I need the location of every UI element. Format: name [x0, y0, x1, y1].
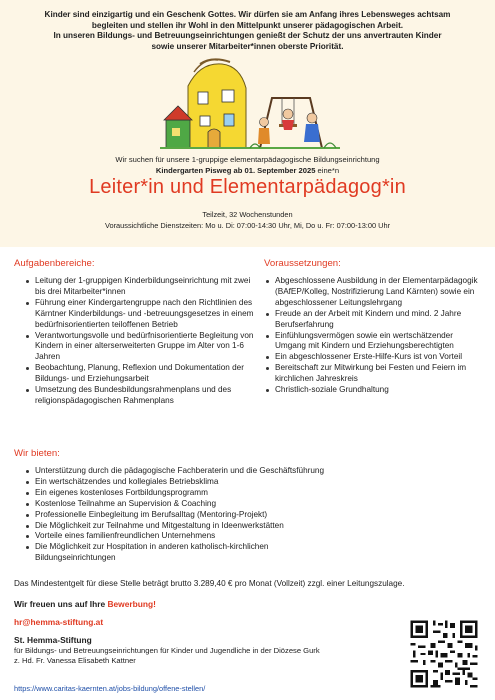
- list-item: Bereitschaft zur Mitwirkung bei Festen und Feiern im kirchlichen Jahreskreis: [264, 363, 486, 385]
- list-item: Christlich-soziale Grundhaltung: [264, 385, 486, 396]
- list-item: Unterstützung durch die pädagogische Fachberaterin und die Geschäftsführung: [24, 466, 484, 477]
- tasks-heading: Aufgabenbereiche:: [14, 258, 95, 269]
- list-item: Beobachtung, Planung, Reflexion und Dokumentation der Bildungs- und Erziehungsarbeit: [24, 363, 256, 385]
- working-times: Voraussichtliche Dienstzeiten: Mo u. Di: 07:00-14:30 Uhr, Mi, Do u. Fr: 07:00-13:00 Uhr: [104, 221, 391, 230]
- list-item: Umsetzung des Bundesbildungsrahmenplans und des religionspädagogischen Rahmenplans: [24, 385, 256, 407]
- tasks-list: [24, 276, 256, 407]
- offer-heading: Wir bieten:: [14, 448, 60, 459]
- intro-text: Kinder sind einzigartig und ein Geschenk Gottes. Wir dürfen sie am Anfang ihres Lebensweges achtsam begleiten und stellen ihr Wohl in den Mittelpunkt unserer pädagogischen Arbeit. In unseren Bildungs- und Betreuungseinrichtungen genießt der Schutz der uns anvertrauten Kinder sowie unserer Mitarbeiter*innen oberste Priorität.: [44, 10, 451, 51]
- organization-name: St. Hemma-Stiftung: [14, 635, 92, 645]
- list-item: Ein abgeschlossener Erste-Hilfe-Kurs ist von Vorteil: [264, 352, 486, 363]
- position-intro: Wir suchen für unsere 1-gruppige elementarpädagogische Bildungseinrichtung Kindergarten Pisweg ab 01. September 2025 eine*n: [115, 155, 380, 175]
- requirements-list: [264, 276, 486, 396]
- list-item: Professionelle Einbegleitung im Berufsalltag (Mentoring-Projekt): [24, 510, 484, 521]
- email-link[interactable]: hr@hemma-stiftung.at: [14, 617, 104, 627]
- jobs-url-link[interactable]: https://www.caritas-kaernten.at/jobs-bildung/offene-stellen/: [14, 684, 206, 693]
- list-item: Ein wertschätzendes und kollegiales Betriebsklima: [24, 477, 484, 488]
- application-call: Wir freuen uns auf Ihre Bewerbung!: [14, 599, 156, 609]
- qr-code-icon[interactable]: [408, 618, 480, 690]
- list-item: Abgeschlossene Ausbildung in der Elementarpädagogik (BAfEP/Kolleg, Nostrifizierung Land Kärnten) sowie ein abgeschlossener Leitungslehrgang: [264, 276, 486, 309]
- list-item: Leitung der 1-gruppigen Kinderbildungseinrichtung mit zwei bis drei Mitarbeiter*innen: [24, 276, 256, 298]
- offer-list: [24, 466, 484, 564]
- requirements-heading: Voraussetzungen:: [264, 258, 341, 269]
- list-item: Kostenlose Teilnahme an Supervision & Coaching: [24, 499, 484, 510]
- list-item: Die Möglichkeit zur Hospitation in anderen katholisch-kirchlichen Bildungseinrichtungen: [24, 542, 275, 564]
- list-item: Verantwortungsvolle und bedürfnisorientierte Begleitung von Kindern in einer alterserweiterten Gruppe im Alter von 1-6 Jahren: [24, 331, 256, 364]
- salary-note: Das Mindestentgelt für diese Stelle beträgt brutto 3.289,40 € pro Monat (Vollzeit) zzgl. einer Leitungszulage.: [14, 579, 405, 588]
- job-title: Leiter*in und Elementarpädagog*in: [89, 176, 406, 198]
- organization-description: für Bildungs- und Betreuungseinrichtungen für Kinder und Jugendliche in der Diözese Gurk: [14, 645, 320, 655]
- list-item: Führung einer Kindergartengruppe nach den Richtlinien des Kärntner Kinderbildungs- und -betreuungsgesetzes in einem bedürfnisorientierten teiloffenen Betrieb: [24, 298, 256, 331]
- contact-person: z. Hd. Fr. Vanessa Elisabeth Kattner: [14, 656, 136, 666]
- working-hours: Teilzeit, 32 Wochenstunden: [202, 210, 293, 219]
- list-item: Freude an der Arbeit mit Kindern und mind. 2 Jahre Berufserfahrung: [264, 309, 486, 331]
- kindergarten-name: Kindergarten Pisweg ab 01. September 2025: [155, 165, 316, 175]
- list-item: Vorteile eines familienfreundlichen Unternehmens: [24, 531, 484, 542]
- organization-info: [14, 635, 394, 667]
- list-item: Ein eigenes kostenloses Fortbildungsprogramm: [24, 488, 484, 499]
- job-details: [20, 209, 475, 231]
- children-drawing-illustration: [160, 58, 340, 154]
- list-item: Die Möglichkeit zur Teilnahme und Mitgestaltung in Ideenwerkstätten: [24, 521, 484, 532]
- list-item: Einfühlungsvermögen sowie ein wertschätzender Umgang mit Kindern und Erziehungsberechtigten: [264, 331, 486, 353]
